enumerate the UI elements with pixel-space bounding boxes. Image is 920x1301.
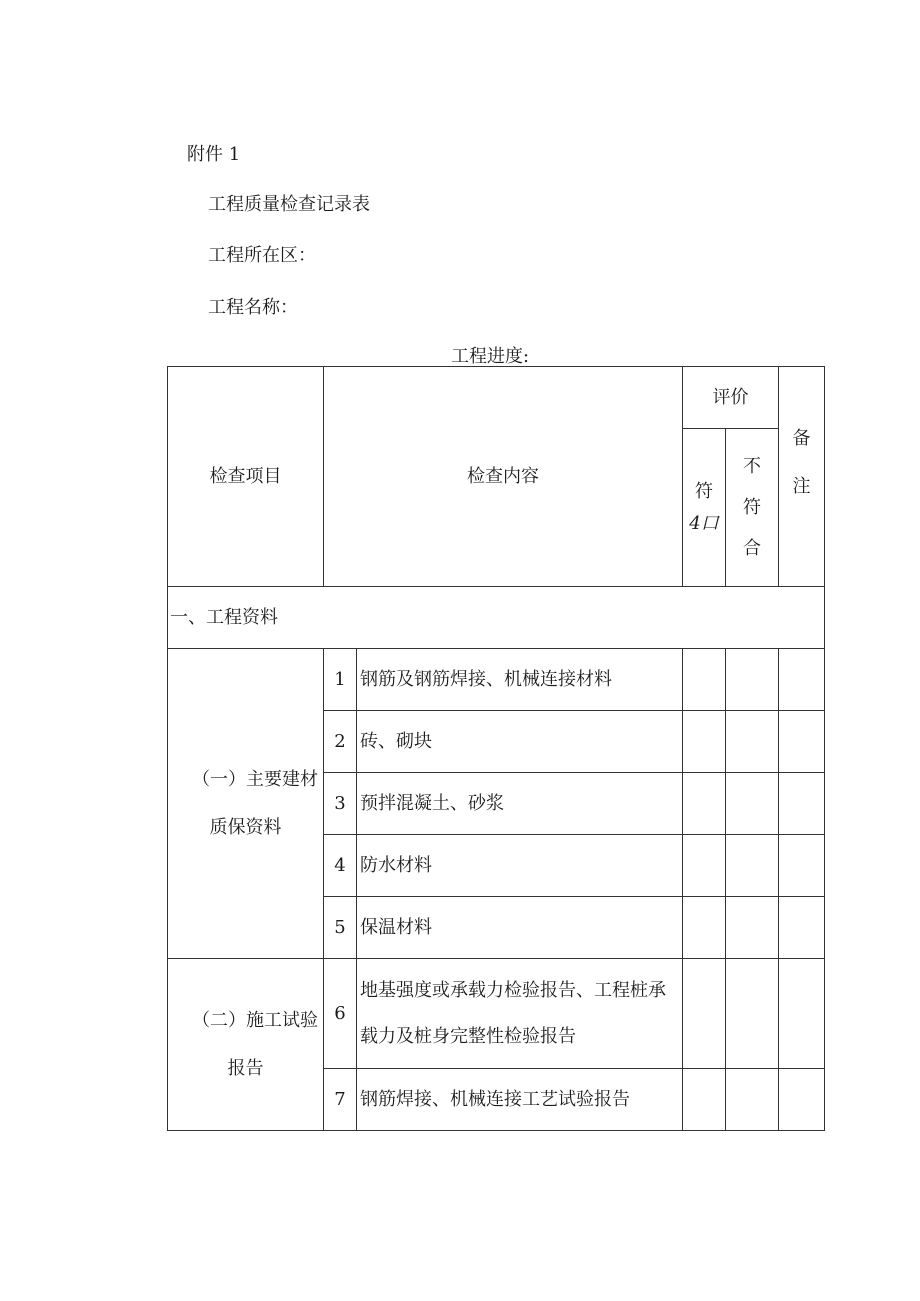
attachment-label: 附件 1: [187, 144, 241, 165]
header-conform: 符 4口: [683, 429, 726, 587]
row-number: 6: [324, 959, 357, 1069]
conform-cell[interactable]: [683, 773, 726, 835]
remark-cell[interactable]: [779, 959, 825, 1069]
section-engineering-documents: 一、工程资料: [168, 587, 825, 649]
remark-cell[interactable]: [779, 1069, 825, 1131]
row-number: 3: [324, 773, 357, 835]
header-evaluation: 评价: [683, 367, 779, 429]
row-content: 钢筋焊接、机械连接工艺试验报告: [357, 1069, 683, 1131]
nonconform-cell[interactable]: [726, 649, 779, 711]
district-label: 工程所在区：: [208, 245, 316, 266]
conform-cell[interactable]: [683, 897, 726, 959]
header-nonconform: 不 符 合: [726, 429, 779, 587]
nonconform-cell[interactable]: [726, 835, 779, 897]
nonconform-cell[interactable]: [726, 711, 779, 773]
row-number: 5: [324, 897, 357, 959]
project-name-label: 工程名称：: [208, 297, 298, 318]
form-title: 工程质量检查记录表: [208, 194, 370, 215]
row-content: 防水材料: [357, 835, 683, 897]
remark-cell[interactable]: [779, 773, 825, 835]
conform-cell[interactable]: [683, 711, 726, 773]
remark-cell[interactable]: [779, 711, 825, 773]
nonconform-cell[interactable]: [726, 959, 779, 1069]
row-content: 砖、砌块: [357, 711, 683, 773]
row-content: 地基强度或承载力检验报告、工程桩承载力及桩身完整性检验报告: [357, 959, 683, 1069]
nonconform-cell[interactable]: [726, 897, 779, 959]
row-content: 预拌混凝土、砂浆: [357, 773, 683, 835]
row-content: 钢筋及钢筋焊接、机械连接材料: [357, 649, 683, 711]
row-number: 7: [324, 1069, 357, 1131]
nonconform-cell[interactable]: [726, 1069, 779, 1131]
header-check-item: 检查项目: [168, 367, 324, 587]
conform-cell[interactable]: [683, 1069, 726, 1131]
conform-cell[interactable]: [683, 649, 726, 711]
nonconform-cell[interactable]: [726, 773, 779, 835]
row-number: 2: [324, 711, 357, 773]
group-material-quality-docs: （一）主要建材 质保资料: [168, 649, 324, 959]
conform-cell[interactable]: [683, 835, 726, 897]
remark-cell[interactable]: [779, 649, 825, 711]
progress-label: 工程进度:: [451, 346, 530, 367]
row-content: 保温材料: [357, 897, 683, 959]
header-check-content: 检查内容: [324, 367, 683, 587]
remark-cell[interactable]: [779, 835, 825, 897]
inspection-table: [167, 366, 825, 1131]
conform-cell[interactable]: [683, 959, 726, 1069]
remark-cell[interactable]: [779, 897, 825, 959]
group-construction-test-reports: （二）施工试验 报告: [168, 959, 324, 1131]
header-remark: 备 注: [779, 367, 825, 587]
row-number: 1: [324, 649, 357, 711]
row-number: 4: [324, 835, 357, 897]
